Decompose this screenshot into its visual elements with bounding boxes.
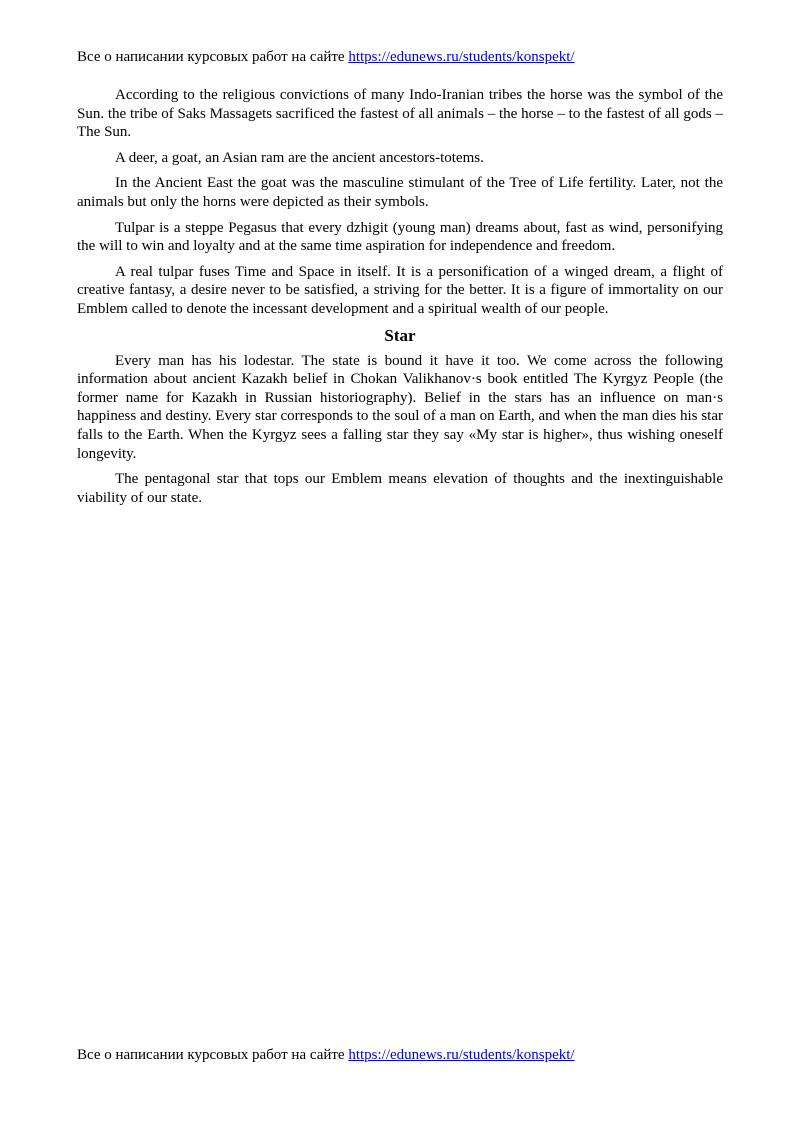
header-text: Все о написании курсовых работ на сайте (77, 49, 349, 65)
section-heading-star: Star (384, 325, 416, 345)
page-header (77, 48, 723, 66)
paragraph-totems: A deer, a goat, an Asian ram are the ancient ancestors-totems. (115, 149, 484, 166)
page-footer (77, 1046, 723, 1064)
paragraph-goat: In the Ancient East the goat was the masculine stimulant of the Tree of Life fertility. Later, not the animals but only the horns were depicted as their symbols. (77, 175, 723, 210)
header-link[interactable]: https://edunews.ru/students/konspekt/ (348, 49, 575, 65)
paragraph-tulpar-time-space: A real tulpar fuses Time and Space in itself. It is a personification of a winged dream, a flight of creative fantasy, a desire never to be satisfied, a striving for the better. It is a figure of immortality on our Emblem called to denote the incessant development and a spiritual wealth of our people. (77, 263, 723, 317)
paragraph-tulpar-pegasus: Tulpar is a steppe Pegasus that every dzhigit (young man) dreams about, fast as wind, personifying the will to win and loyalty and at the same time aspiration for independence and freedom. (77, 219, 723, 255)
footer-link[interactable]: https://edunews.ru/students/konspekt/ (348, 1047, 575, 1063)
paragraph-pentagonal-star: The pentagonal star that tops our Emblem means elevation of thoughts and the inextinguishable viability of our state. (77, 471, 723, 506)
paragraph-lodestar: Every man has his lodestar. The state is bound it have it too. We come across the following information about ancient Kazakh belief in Chokan Valikhanov·s book entitled The Kyrgyz People (the former name for Kazakh in Russian historiography). Belief in the stars has an influence on man·s happiness and destiny. Every star corresponds to the soul of a man on Earth, and when the man dies his star falls to the Earth. When the Kyrgyz sees a falling star they say «My star is higher», thus wishing oneself longevity. (77, 352, 723, 462)
page-content (77, 86, 723, 514)
footer-text: Все о написании курсовых работ на сайте (77, 1047, 349, 1063)
paragraph-horse-symbol: According to the religious convictions of many Indo-Iranian tribes the horse was the symbol of the Sun. the tribe of Saks Massagets sacrificed the fastest of all animals – the horse – to the fastest of all gods – The Sun. (77, 87, 723, 141)
